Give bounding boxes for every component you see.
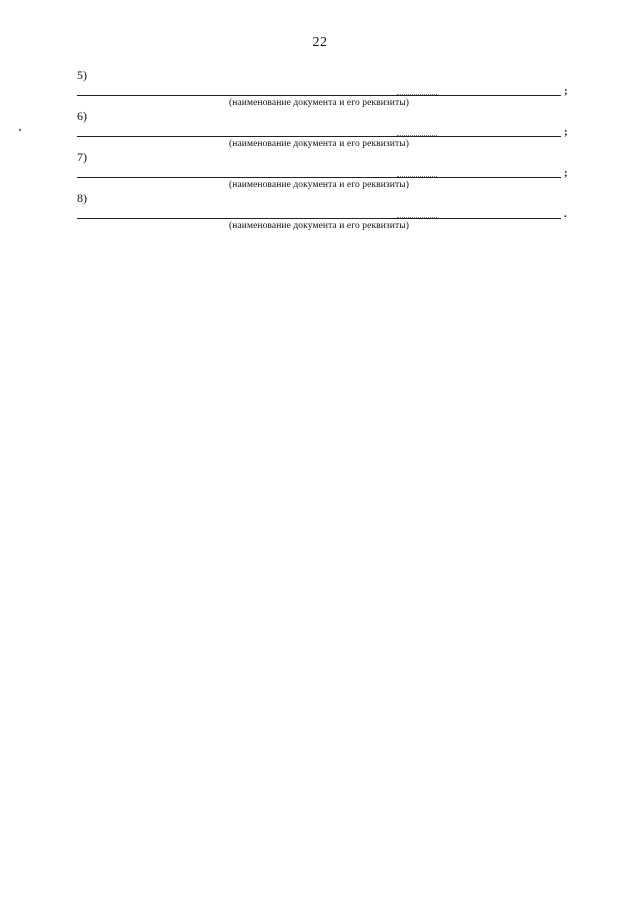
fill-in-line (77, 218, 561, 219)
entry-number: 5) (77, 68, 87, 82)
fill-in-line (77, 95, 561, 96)
fill-in-line (77, 177, 561, 178)
document-entry-5 (77, 68, 569, 114)
entry-caption: (наименование документа и его реквизиты) (229, 221, 409, 231)
document-entry-7 (77, 150, 569, 196)
entry-number: 8) (77, 191, 87, 205)
document-entry-8 (77, 191, 569, 237)
entry-caption: (наименование документа и его реквизиты) (229, 180, 409, 190)
entry-punctuation: ; (564, 126, 568, 138)
document-entry-6 (77, 109, 569, 155)
entry-punctuation: ; (564, 85, 568, 97)
page-number: 22 (312, 35, 328, 50)
fill-in-line (77, 136, 561, 137)
margin-mark (19, 129, 21, 131)
entry-punctuation: ; (564, 167, 568, 179)
entry-caption: (наименование документа и его реквизиты) (229, 139, 409, 149)
entry-punctuation: . (564, 208, 567, 220)
entry-number: 7) (77, 150, 87, 164)
entry-number: 6) (77, 109, 87, 123)
entry-caption: (наименование документа и его реквизиты) (229, 98, 409, 108)
